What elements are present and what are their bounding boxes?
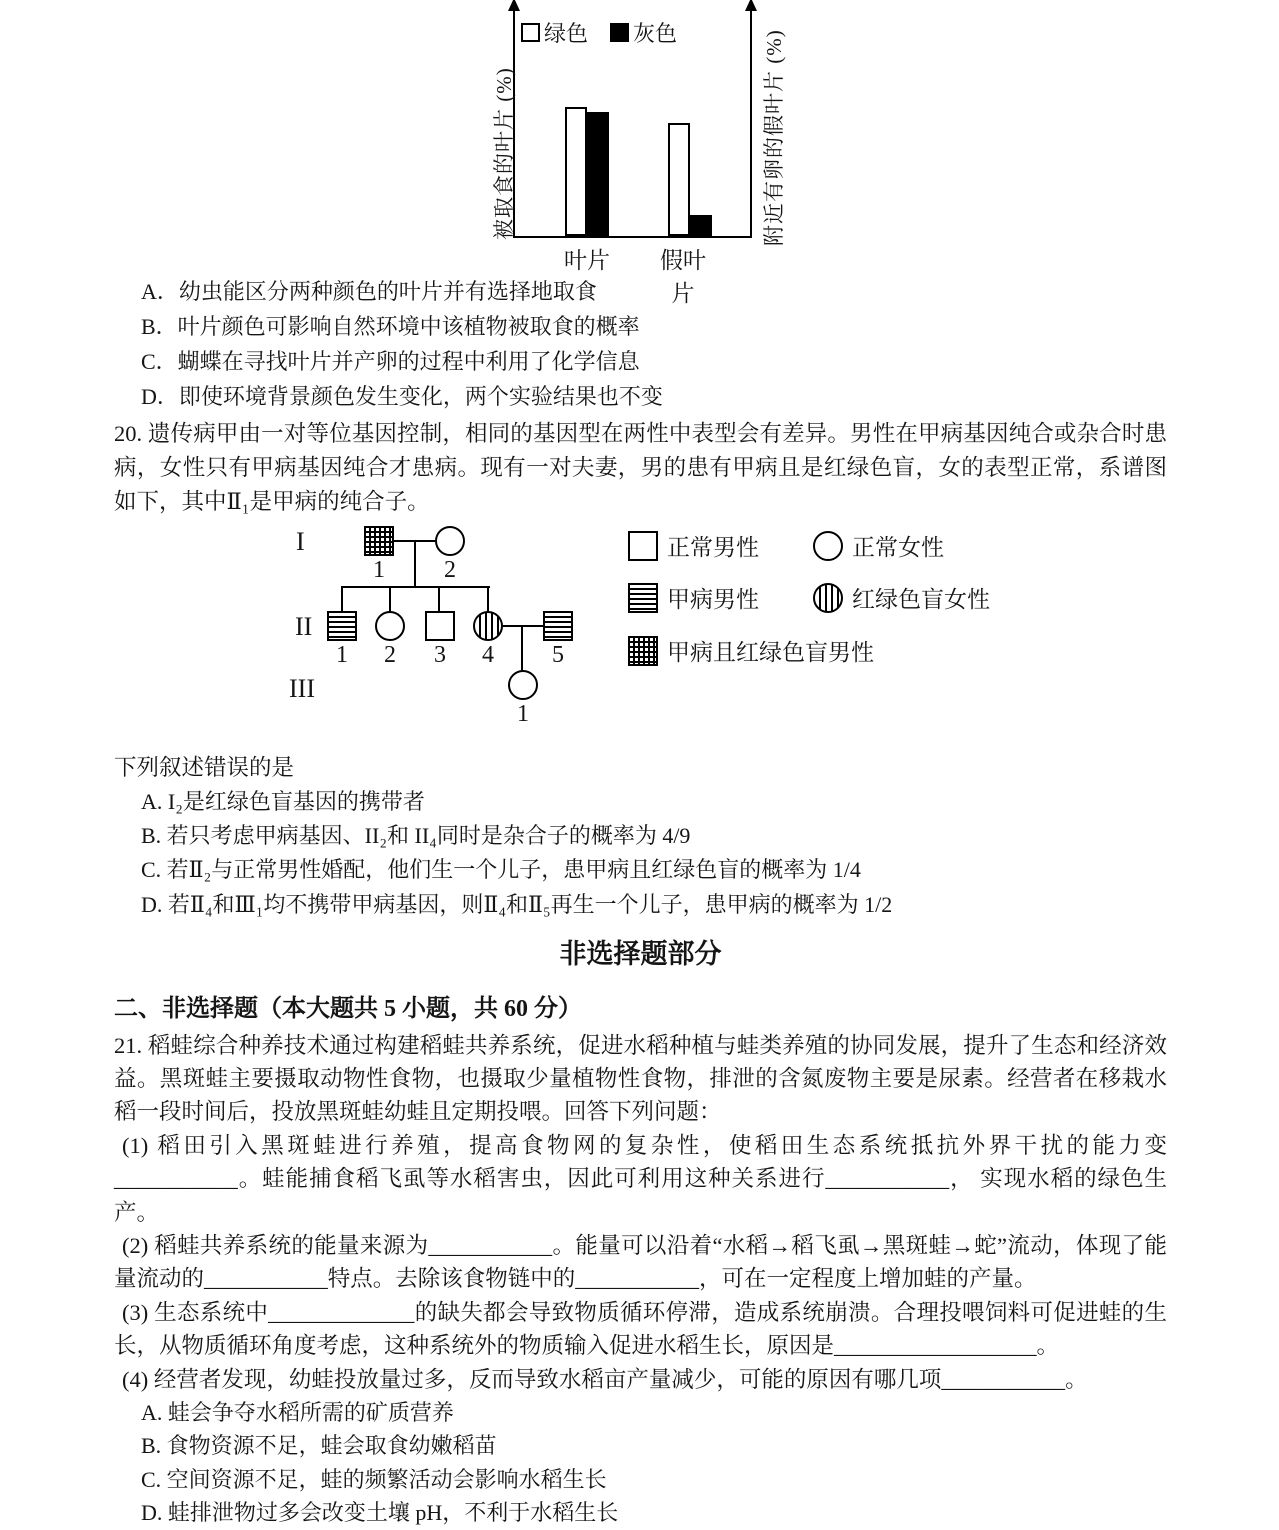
legend-text: 甲病男性 <box>667 587 759 612</box>
legend-text: 正常女性 <box>852 535 944 560</box>
pedigree-legend-item <box>628 529 759 562</box>
option: A．幼虫能区分两种颜色的叶片并有选择地取食 <box>141 279 597 304</box>
q20-stem: 20. 遗传病甲由一对等位基因控制，相同的基因型在两性中表型会有差异。男性在甲病基因纯合或杂合时患病，女性只有甲病基因纯合才患病。现有一对夫妻，男的患有甲病且是红绿色盲，女的表型正常，系谱图如下，其中Ⅱ₁是甲病的纯合子。 <box>114 421 1167 514</box>
marriage-line <box>503 625 543 627</box>
pedigree-diagram <box>114 520 1167 736</box>
legend-text: 正常男性 <box>667 535 759 560</box>
option: C. 若Ⅱ₂与正常男性婚配，他们生一个儿子，患甲病且红绿色盲的概率为 1/4 <box>141 857 861 883</box>
option: D. 蛙排泄物过多会改变土壤 pH，不利于水稻生长 <box>141 1500 619 1526</box>
pedigree-individual-I-1 <box>364 526 394 556</box>
legend-label: 绿色 <box>544 21 589 46</box>
pedigree-individual-I-2 <box>435 526 465 556</box>
drop-line <box>389 586 391 612</box>
legend-text: 红绿色盲女性 <box>852 587 990 612</box>
individual-number: 1 <box>336 642 348 668</box>
pedigree-individual-II-2 <box>375 611 405 641</box>
y-axis-right-label: 附近有卵的假叶片 (%) <box>762 29 786 246</box>
x-axis <box>513 236 752 238</box>
q21-sub-question-1: (1) 稻田引入黑斑蛙进行养殖，提高食物网的复杂性，使稻田生态系统抵抗外界干扰的能力变___________。蛙能捕食稻飞虱等水稻害虫，因此可利用这种关系进行___________， 实现水稻的绿色生产。 <box>114 1132 1167 1225</box>
q20-options <box>114 785 1167 922</box>
pedigree-individual-II-1 <box>327 611 357 641</box>
q21-sub-question-2: (2) 稻蛙共养系统的能量来源为___________。能量可以沿着“水稻→稻飞虱→黑斑蛙→蛇”流动，体现了能量流动的___________特点。去除该食物链中的___________，可在一定程度上增加蛙的产量。 <box>114 1232 1167 1292</box>
option: B．叶片颜色可影响自然环境中该植物被取食的概率 <box>141 314 640 339</box>
drop-line <box>487 586 489 612</box>
option: C. 空间资源不足，蛙的频繁活动会影响水稻生长 <box>141 1466 607 1492</box>
option: B. 若只考虑甲病基因、II₂和 II₄同时是杂合子的概率为 4/9 <box>141 823 691 849</box>
y-axis-left-label: 被取食的叶片 (%) <box>492 67 516 240</box>
drop-line <box>341 586 343 612</box>
legend-label: 灰色 <box>633 21 678 46</box>
generation-label: III <box>289 674 315 703</box>
colorblind-female-icon <box>813 583 843 613</box>
individual-number: 4 <box>482 642 494 668</box>
bar-group-叶片 <box>565 107 609 236</box>
bar-group-假叶片 <box>668 123 712 236</box>
q21-sub-question-3: (3) 生态系统中_____________的缺失都会导致物质循环停滞，造成系统崩溃。合理投喂饲料可促进蛙的生长，从物质循环角度考虑，这种系统外的物质输入促进水稻生长，原因是__________________。 <box>114 1299 1167 1359</box>
option: A. I₂是红绿色盲基因的携带者 <box>141 789 425 814</box>
pedigree-individual-II-5 <box>543 611 573 641</box>
legend-text: 甲病且红绿色盲男性 <box>667 640 874 665</box>
normal-male-icon <box>628 531 658 561</box>
pedigree-legend-item <box>813 581 990 614</box>
q21-sub-question-4: (4) 经营者发现，幼蛙投放量过多，反而导致水稻亩产量减少，可能的原因有哪几项___________。 <box>122 1366 1088 1392</box>
disease-a-and-colorblind-male-icon <box>628 636 658 666</box>
descent-line <box>521 626 523 671</box>
pedigree-legend-item <box>813 529 944 562</box>
option: D. 若Ⅱ₄和Ⅲ₁均不携带甲病基因，则Ⅱ₄和Ⅱ₅再生一个儿子，患甲病的概率为 1/2 <box>141 891 893 917</box>
q20-prompt: 下列叙述错误的是 <box>114 755 295 780</box>
pedigree-individual-II-4 <box>473 611 503 641</box>
normal-female-icon <box>813 531 843 561</box>
q21-stem: 21. 稻蛙综合种养技术通过构建稻蛙共养系统，促进水稻种植与蛙类养殖的协同发展，提升了生态和经济效益。黑斑蛙主要摄取动物性食物，也摄取少量植物性食物，排泄的含氮废物主要是尿素。经营者在移栽水稻一段时间后，投放黑斑蛙幼蛙且定期投喂。回答下列问题： <box>114 1032 1167 1125</box>
pedigree-individual-II-3 <box>425 611 455 641</box>
option: D．即使环境背景颜色发生变化，两个实验结果也不变 <box>141 384 663 409</box>
sibship-line <box>342 586 490 588</box>
bar-叶片-绿色 <box>565 107 587 236</box>
individual-number: 2 <box>384 642 396 668</box>
individual-number: 3 <box>434 642 446 668</box>
descent-line <box>414 541 416 587</box>
bar-假叶片-灰色 <box>690 215 712 236</box>
generation-label: I <box>296 527 305 556</box>
individual-number: 1 <box>373 557 385 583</box>
option: A. 蛙会争夺水稻所需的矿质营养 <box>141 1399 454 1425</box>
bar-假叶片-绿色 <box>668 123 690 236</box>
bar-叶片-灰色 <box>587 112 609 236</box>
y-axis-right <box>750 8 752 238</box>
disease-a-male-icon <box>628 583 658 613</box>
part-title: 非选择题部分 <box>559 938 722 969</box>
bar-chart <box>480 0 900 306</box>
q21-options <box>114 1396 1167 1530</box>
option: C．蝴蝶在寻找叶片并产卵的过程中利用了化学信息 <box>141 349 640 374</box>
pedigree-legend-item <box>628 634 874 667</box>
section-heading: 二、非选择题（本大题共 5 小题，共 60 分） <box>114 995 582 1022</box>
pedigree-legend-item <box>628 581 759 614</box>
x-category-label: 叶片 <box>564 248 610 273</box>
individual-number: 5 <box>552 642 564 668</box>
drop-line <box>438 586 440 612</box>
chart-plot-area <box>515 6 750 236</box>
pedigree-individual-III-1 <box>508 670 538 700</box>
q19-options <box>114 274 1167 414</box>
generation-label: II <box>295 612 313 641</box>
x-category-label: 假叶片 <box>660 248 706 306</box>
option: B. 食物资源不足，蛙会取食幼嫩稻苗 <box>141 1433 497 1459</box>
individual-number: 1 <box>517 701 529 727</box>
individual-number: 2 <box>444 557 456 583</box>
